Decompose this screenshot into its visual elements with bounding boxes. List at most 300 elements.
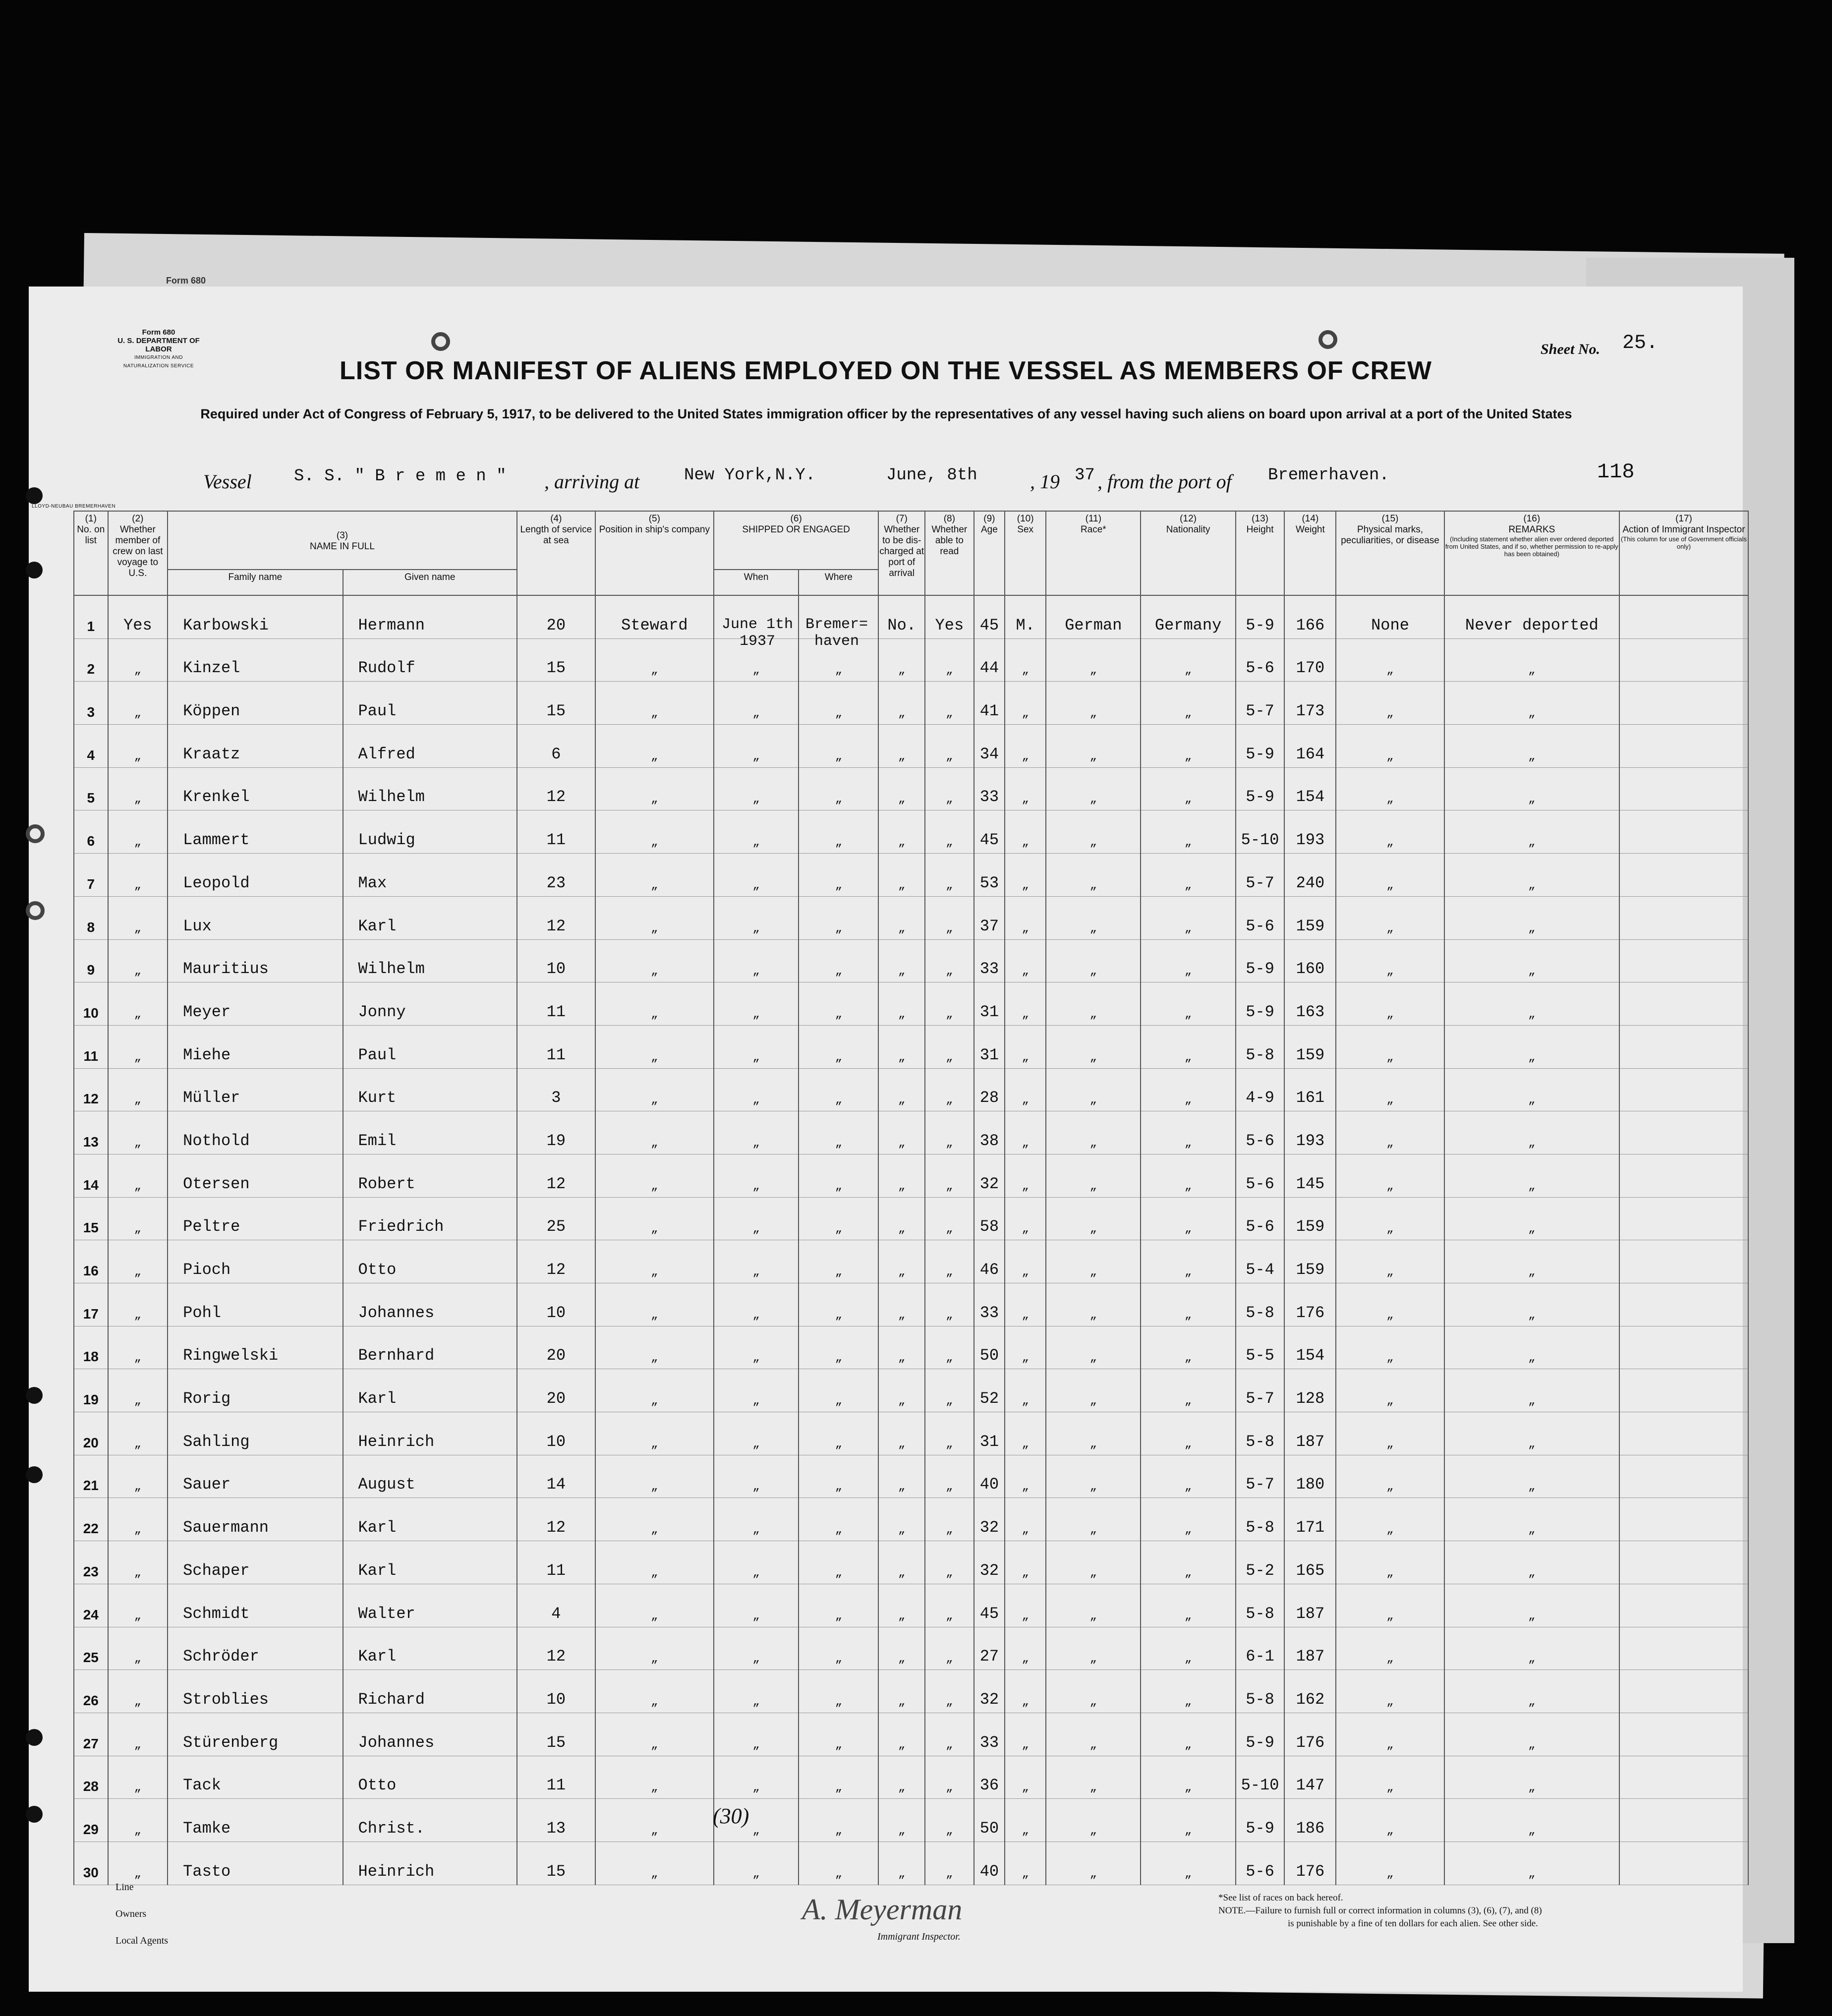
cell-marks: „: [1336, 1756, 1444, 1799]
cell-family: Leopold: [168, 854, 343, 897]
cell-service: 15: [517, 1713, 595, 1756]
shipped-where-value: Bremer= haven: [805, 616, 868, 650]
cell-no: 5: [74, 767, 108, 810]
given-name-header: Given name: [343, 570, 517, 595]
cell-height: 5-9: [1236, 939, 1285, 982]
table-row: [74, 1197, 1748, 1240]
cell-read: „: [925, 1498, 974, 1541]
cell-action: [1619, 1713, 1748, 1756]
cell-race: „: [1046, 982, 1141, 1026]
vessel-name: S. S. " B r e m e n ": [294, 467, 507, 486]
cell-no: 29: [74, 1799, 108, 1842]
cell-sex: „: [1005, 939, 1046, 982]
crew-manifest-table: [73, 511, 1749, 1885]
cell-height: 5-5: [1236, 1326, 1285, 1369]
table-row: [74, 1068, 1748, 1111]
cell-remarks: „: [1444, 682, 1619, 725]
cell-service: 10: [517, 939, 595, 982]
cell-crew: „: [108, 1799, 168, 1842]
cell-nationality: „: [1141, 1756, 1235, 1799]
cell-age: 33: [974, 939, 1005, 982]
cell-crew: „: [108, 638, 168, 682]
service: IMMIGRATION AND NATURALIZATION SERVICE: [123, 355, 194, 369]
cell-weight: 161: [1284, 1068, 1336, 1111]
cell-nationality: „: [1141, 1842, 1235, 1885]
cell-where: „: [799, 1756, 878, 1799]
cell-remarks: „: [1444, 1670, 1619, 1713]
cell-nationality: „: [1141, 939, 1235, 982]
cell-given: Karl: [343, 896, 517, 939]
arrival-date: June, 8th: [886, 466, 977, 485]
cell-crew: „: [108, 1197, 168, 1240]
cell-race: „: [1046, 1799, 1141, 1842]
cell-where: „: [799, 1111, 878, 1154]
cell-where: „: [799, 896, 878, 939]
cell-action: [1619, 810, 1748, 854]
punch-hole: [26, 562, 43, 578]
cell-height: 5-7: [1236, 682, 1285, 725]
cell-family: Tack: [168, 1756, 343, 1799]
table-row: [74, 767, 1748, 810]
cell-marks: „: [1336, 1369, 1444, 1412]
cell-service: 3: [517, 1068, 595, 1111]
cell-read: „: [925, 682, 974, 725]
table-row: [74, 1369, 1748, 1412]
cell-where: „: [799, 1369, 878, 1412]
cell-given: Richard: [343, 1670, 517, 1713]
table-row: [74, 982, 1748, 1026]
cell-marks: „: [1336, 1326, 1444, 1369]
cell-race: „: [1046, 939, 1141, 982]
cell-position: „: [595, 810, 714, 854]
cell-age: 44: [974, 638, 1005, 682]
table-row: [74, 595, 1748, 638]
cell-position: „: [595, 1455, 714, 1498]
cell-age: 45: [974, 1584, 1005, 1627]
cell-age: 34: [974, 725, 1005, 768]
cell-marks: „: [1336, 725, 1444, 768]
cell-where: „: [799, 1799, 878, 1842]
cell-marks: „: [1336, 982, 1444, 1026]
cell-crew: „: [108, 1326, 168, 1369]
cell-when: „: [714, 1283, 799, 1326]
cell-nationality: „: [1141, 767, 1235, 810]
cell-service: 12: [517, 1240, 595, 1283]
cell-position: Steward: [595, 595, 714, 638]
cell-no: 9: [74, 939, 108, 982]
cell-no: 22: [74, 1498, 108, 1541]
cell-remarks: „: [1444, 1326, 1619, 1369]
cell-family: Sahling: [168, 1412, 343, 1455]
cell-height: 5-7: [1236, 1369, 1285, 1412]
table-row: [74, 896, 1748, 939]
cell-given: Emil: [343, 1111, 517, 1154]
cell-action: [1619, 1799, 1748, 1842]
cell-given: Wilhelm: [343, 939, 517, 982]
cell-given: Christ.: [343, 1799, 517, 1842]
year-prefix: , 19: [1030, 470, 1060, 493]
cell-given: Otto: [343, 1756, 517, 1799]
cell-when: „: [714, 982, 799, 1026]
cell-read: „: [925, 1627, 974, 1670]
cell-height: 5-7: [1236, 1455, 1285, 1498]
cell-discharged: „: [878, 725, 925, 768]
cell-given: Robert: [343, 1154, 517, 1197]
cell-crew: „: [108, 1412, 168, 1455]
cell-family: Rorig: [168, 1369, 343, 1412]
cell-discharged: „: [878, 1197, 925, 1240]
cell-marks: „: [1336, 1627, 1444, 1670]
cell-where: „: [799, 1455, 878, 1498]
table-row: [74, 1584, 1748, 1627]
cell-no: 3: [74, 682, 108, 725]
shipped-when-value: June 1th 1937: [721, 616, 794, 650]
cell-discharged: „: [878, 1283, 925, 1326]
cell-weight: 128: [1284, 1369, 1336, 1412]
cell-family: Stroblies: [168, 1670, 343, 1713]
inspector-label: Immigrant Inspector.: [877, 1931, 961, 1942]
cell-nationality: „: [1141, 1068, 1235, 1111]
cell-sex: „: [1005, 1498, 1046, 1541]
cell-no: 30: [74, 1842, 108, 1885]
cell-age: 33: [974, 767, 1005, 810]
cell-position: „: [595, 1498, 714, 1541]
cell-crew: „: [108, 1283, 168, 1326]
cell-race: „: [1046, 682, 1141, 725]
cell-marks: „: [1336, 1799, 1444, 1842]
cell-service: 12: [517, 1498, 595, 1541]
cell-marks: „: [1336, 1154, 1444, 1197]
cell-position: „: [595, 725, 714, 768]
cell-crew: „: [108, 810, 168, 854]
cell-crew: „: [108, 1025, 168, 1068]
cell-read: „: [925, 896, 974, 939]
cell-weight: 186: [1284, 1799, 1336, 1842]
cell-weight: 240: [1284, 854, 1336, 897]
cell-discharged: „: [878, 1713, 925, 1756]
cell-sex: „: [1005, 1412, 1046, 1455]
cell-discharged: „: [878, 1842, 925, 1885]
cell-sex: „: [1005, 638, 1046, 682]
cell-age: 32: [974, 1498, 1005, 1541]
cell-action: [1619, 1842, 1748, 1885]
cell-weight: 147: [1284, 1756, 1336, 1799]
cell-crew: „: [108, 1756, 168, 1799]
cell-position: „: [595, 1326, 714, 1369]
cell-service: 4: [517, 1584, 595, 1627]
cell-read: „: [925, 725, 974, 768]
cell-given: Paul: [343, 682, 517, 725]
cell-weight: 159: [1284, 1240, 1336, 1283]
cell-action: [1619, 1283, 1748, 1326]
cell-nationality: „: [1141, 1111, 1235, 1154]
cell-read: „: [925, 1756, 974, 1799]
cell-sex: „: [1005, 1283, 1046, 1326]
cell-crew: „: [108, 1713, 168, 1756]
cell-race: „: [1046, 1455, 1141, 1498]
cell-race: „: [1046, 1326, 1141, 1369]
cell-marks: „: [1336, 1283, 1444, 1326]
cell-no: 14: [74, 1154, 108, 1197]
cell-remarks: „: [1444, 1498, 1619, 1541]
cell-read: „: [925, 939, 974, 982]
cell-marks: „: [1336, 1670, 1444, 1713]
cell-no: 8: [74, 896, 108, 939]
cell-marks: „: [1336, 1713, 1444, 1756]
cell-remarks: „: [1444, 1584, 1619, 1627]
cell-read: „: [925, 810, 974, 854]
cell-service: 20: [517, 1369, 595, 1412]
cell-when: „: [714, 1627, 799, 1670]
table-row: [74, 682, 1748, 725]
punch-hole: [431, 332, 450, 351]
col-shipped-header: (6) SHIPPED OR ENGAGED: [714, 511, 879, 570]
cell-nationality: „: [1141, 1154, 1235, 1197]
cell-position: „: [595, 1369, 714, 1412]
cell-height: 5-8: [1236, 1584, 1285, 1627]
cell-crew: „: [108, 939, 168, 982]
cell-weight: 159: [1284, 1025, 1336, 1068]
cell-family: Sauer: [168, 1455, 343, 1498]
table-row: [74, 1240, 1748, 1283]
cell-discharged: „: [878, 1455, 925, 1498]
cell-remarks: „: [1444, 725, 1619, 768]
cell-marks: „: [1336, 1455, 1444, 1498]
cell-sex: „: [1005, 1584, 1046, 1627]
table-row: [74, 1025, 1748, 1068]
cell-action: [1619, 1541, 1748, 1584]
cell-no: 20: [74, 1412, 108, 1455]
cell-sex: „: [1005, 896, 1046, 939]
cell-when: „: [714, 1326, 799, 1369]
cell-remarks: „: [1444, 1412, 1619, 1455]
cell-weight: 173: [1284, 682, 1336, 725]
cell-race: „: [1046, 1240, 1141, 1283]
cell-service: 13: [517, 1799, 595, 1842]
cell-no: 26: [74, 1670, 108, 1713]
cell-read: „: [925, 854, 974, 897]
cell-family: Karbowski: [168, 595, 343, 638]
cell-family: Müller: [168, 1068, 343, 1111]
cell-action: [1619, 1498, 1748, 1541]
cell-marks: „: [1336, 1498, 1444, 1541]
cell-position: „: [595, 1584, 714, 1627]
col-sex-header: (10) Sex: [1005, 511, 1046, 595]
cell-height: 5-6: [1236, 1111, 1285, 1154]
cell-age: 40: [974, 1455, 1005, 1498]
cell-height: 5-10: [1236, 1756, 1285, 1799]
cell-sex: „: [1005, 1240, 1046, 1283]
cell-height: 5-6: [1236, 896, 1285, 939]
cell-where: „: [799, 638, 878, 682]
cell-when: „: [714, 854, 799, 897]
cell-service: 10: [517, 1412, 595, 1455]
cell-crew: „: [108, 982, 168, 1026]
cell-race: „: [1046, 1627, 1141, 1670]
department: U. S. DEPARTMENT OF LABOR: [117, 337, 200, 353]
cell-read: „: [925, 1197, 974, 1240]
cell-position: „: [595, 1842, 714, 1885]
cell-race: „: [1046, 1756, 1141, 1799]
cell-read: „: [925, 1068, 974, 1111]
cell-weight: 193: [1284, 1111, 1336, 1154]
cell-family: Meyer: [168, 982, 343, 1026]
penalty-note: NOTE.—Failure to furnish full or correct information in columns (3), (6), (7), and (8): [1218, 1905, 1542, 1916]
cell-crew: „: [108, 725, 168, 768]
cell-service: 11: [517, 1756, 595, 1799]
cell-sex: „: [1005, 1111, 1046, 1154]
cell-height: 5-8: [1236, 1412, 1285, 1455]
cell-when: „: [714, 1111, 799, 1154]
inspector-signature: A. Meyerman: [802, 1893, 963, 1926]
cell-remarks: „: [1444, 1068, 1619, 1111]
cell-when: „: [714, 1670, 799, 1713]
cell-nationality: „: [1141, 1627, 1235, 1670]
cell-remarks: „: [1444, 1025, 1619, 1068]
cell-remarks: „: [1444, 1283, 1619, 1326]
cell-remarks: „: [1444, 939, 1619, 982]
cell-read: „: [925, 1541, 974, 1584]
cell-sex: „: [1005, 1541, 1046, 1584]
cell-family: Kraatz: [168, 725, 343, 768]
punch-hole: [26, 824, 45, 843]
cell-height: 5-9: [1236, 725, 1285, 768]
cell-age: 52: [974, 1369, 1005, 1412]
cell-discharged: „: [878, 1584, 925, 1627]
cell-position: „: [595, 1541, 714, 1584]
cell-where: „: [799, 1584, 878, 1627]
cell-sex: M.: [1005, 595, 1046, 638]
cell-weight: 160: [1284, 939, 1336, 982]
cell-position: „: [595, 1670, 714, 1713]
back-form-number: Form 680: [166, 276, 206, 286]
cell-remarks: „: [1444, 1111, 1619, 1154]
cell-height: 4-9: [1236, 1068, 1285, 1111]
cell-given: Walter: [343, 1584, 517, 1627]
cell-height: 5-2: [1236, 1541, 1285, 1584]
cell-position: „: [595, 638, 714, 682]
cell-given: Heinrich: [343, 1842, 517, 1885]
cell-action: [1619, 1326, 1748, 1369]
cell-crew: Yes: [108, 595, 168, 638]
table-row: [74, 810, 1748, 854]
cell-remarks: „: [1444, 767, 1619, 810]
sheet-number-label: Sheet No.: [1541, 341, 1600, 357]
cell-weight: 171: [1284, 1498, 1336, 1541]
cell-discharged: „: [878, 1025, 925, 1068]
cell-remarks: „: [1444, 1713, 1619, 1756]
cell-action: [1619, 638, 1748, 682]
cell-height: 5-6: [1236, 1197, 1285, 1240]
cell-race: „: [1046, 638, 1141, 682]
cell-discharged: No.: [878, 595, 925, 638]
cell-race: „: [1046, 896, 1141, 939]
cell-marks: „: [1336, 896, 1444, 939]
cell-discharged: „: [878, 682, 925, 725]
cell-discharged: „: [878, 854, 925, 897]
cell-age: 40: [974, 1842, 1005, 1885]
cell-no: 28: [74, 1756, 108, 1799]
local-agents-label: Local Agents: [115, 1935, 169, 1946]
cell-crew: „: [108, 767, 168, 810]
cell-action: [1619, 595, 1748, 638]
cell-age: 41: [974, 682, 1005, 725]
cell-weight: 176: [1284, 1713, 1336, 1756]
cell-nationality: „: [1141, 1369, 1235, 1412]
cell-marks: „: [1336, 638, 1444, 682]
cell-weight: 159: [1284, 896, 1336, 939]
cell-crew: „: [108, 1498, 168, 1541]
cell-action: [1619, 1197, 1748, 1240]
cell-remarks: Never deported: [1444, 595, 1619, 638]
table-row: [74, 939, 1748, 982]
cell-family: Tamke: [168, 1799, 343, 1842]
cell-discharged: „: [878, 1369, 925, 1412]
cell-age: 33: [974, 1713, 1005, 1756]
cell-action: [1619, 1068, 1748, 1111]
cell-crew: „: [108, 854, 168, 897]
cell-position: „: [595, 1240, 714, 1283]
cell-sex: „: [1005, 982, 1046, 1026]
col-weight-header: (14) Weight: [1284, 511, 1336, 595]
header-row: [74, 511, 1748, 570]
cell-marks: „: [1336, 1197, 1444, 1240]
cell-family: Tasto: [168, 1842, 343, 1885]
cell-nationality: „: [1141, 1455, 1235, 1498]
cell-marks: „: [1336, 810, 1444, 854]
cell-crew: „: [108, 1541, 168, 1584]
cell-nationality: „: [1141, 1240, 1235, 1283]
cell-age: 37: [974, 896, 1005, 939]
cell-weight: 176: [1284, 1842, 1336, 1885]
cell-action: [1619, 1154, 1748, 1197]
cell-read: „: [925, 1412, 974, 1455]
cell-weight: 176: [1284, 1283, 1336, 1326]
cell-position: „: [595, 1412, 714, 1455]
cell-family: Sauermann: [168, 1498, 343, 1541]
cell-crew: „: [108, 1455, 168, 1498]
cell-service: 6: [517, 725, 595, 768]
table-row: [74, 1541, 1748, 1584]
cell-age: 50: [974, 1799, 1005, 1842]
cell-read: „: [925, 767, 974, 810]
cell-race: „: [1046, 1154, 1141, 1197]
cell-sex: „: [1005, 1154, 1046, 1197]
cell-read: „: [925, 1369, 974, 1412]
cell-given: Karl: [343, 1627, 517, 1670]
cell-sex: „: [1005, 767, 1046, 810]
cell-age: 36: [974, 1756, 1005, 1799]
cell-family: Schaper: [168, 1541, 343, 1584]
cell-action: [1619, 896, 1748, 939]
table-row: [74, 1713, 1748, 1756]
cell-weight: 187: [1284, 1412, 1336, 1455]
cell-crew: „: [108, 682, 168, 725]
cell-height: 5-6: [1236, 1154, 1285, 1197]
cell-no: 15: [74, 1197, 108, 1240]
cell-given: Alfred: [343, 725, 517, 768]
cell-action: [1619, 1756, 1748, 1799]
cell-position: „: [595, 1068, 714, 1111]
cell-discharged: „: [878, 1111, 925, 1154]
cell-where: „: [799, 1068, 878, 1111]
cell-given: Heinrich: [343, 1412, 517, 1455]
cell-read: Yes: [925, 595, 974, 638]
cell-height: 5-9: [1236, 595, 1285, 638]
cell-when: „: [714, 767, 799, 810]
cell-position: „: [595, 767, 714, 810]
cell-crew: „: [108, 1584, 168, 1627]
